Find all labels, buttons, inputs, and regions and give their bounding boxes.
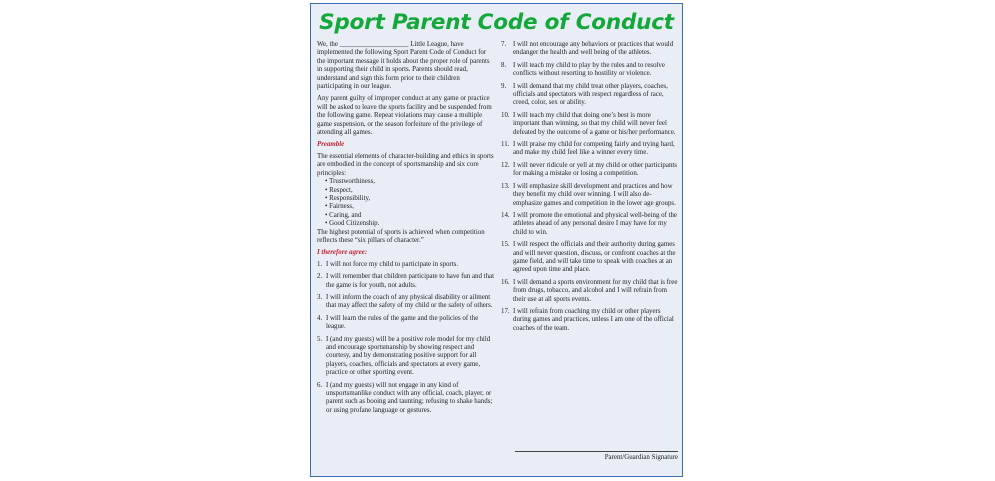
pillars-text: The highest potential of sports is achieved when competition reflects these “six pillars of character.” <box>317 228 485 244</box>
agreement-list-left <box>317 261 495 416</box>
agreement-item: 7. I will not encourage any behaviors or practices that would endanger the health and well being of the athletes. <box>501 41 674 57</box>
agreement-item: 6. I (and my guests) will not engage in any kind of unsportsmanlike conduct with any official, coach, player, or parent such as booing and taunting; refusing to shake hands; or using profane language or gestures. <box>317 381 493 414</box>
intro-paragraph: We, the ____________________ Little League, have implemented the following Sport Parent Code of Conduct for the important message it holds about the proper role of parents in supporting their child in sports. Parents should read, understand and sign this form prior to their children participating in our league. <box>317 41 490 91</box>
preamble-heading: Preamble <box>317 141 345 149</box>
principle-item: • Good Citizenship. <box>325 220 495 228</box>
penalty-paragraph: Any parent guilty of improper conduct at any game or practice will be asked to leave the sports facility and be suspended from the following game. Repeat violations may cause a multiple game suspension, or the season forfeiture of the privilege of attending all games. <box>317 95 492 137</box>
agreement-item: 3. I will inform the coach of any physical disability or ailment that may affect the safety of my child or the safety of others. <box>317 293 493 310</box>
right-column <box>501 41 678 337</box>
agreement-item: 10. I will teach my child that doing one’s best is more important than winning, so that my child will never feel defeated by the outcome of a game or his/her performance. <box>501 111 676 136</box>
agree-heading: I therefore agree: <box>317 249 368 257</box>
agreement-item: 5. I (and my guests) will be a positive role model for my child and encourage sportsmanship by showing respect and courtesy, and by demonstrating positive support for all players, coaches, officials and spectators at every game, practice or other sporting event. <box>317 335 491 377</box>
agreement-item: 9. I will demand that my child treat other players, coaches, officials and spectators with respect regardless of race, creed, color, sex or ability. <box>501 82 668 107</box>
preamble-text: The essential elements of character-building and ethics in sports are embodied in the concept of sportsmanship and six core principles: <box>317 152 494 177</box>
agreement-item: 14. I will promote the emotional and physical well-being of the athletes ahead of any personal desire I may have for my child to win. <box>501 211 677 236</box>
document-title: Sport Parent Code of Conduct <box>319 10 674 35</box>
code-of-conduct-document <box>310 3 683 477</box>
principles-list <box>325 178 495 228</box>
principle-item: • Respect, <box>325 187 495 195</box>
signature-label: Parent/Guardian Signature <box>604 454 678 461</box>
agreement-list-right <box>501 41 678 333</box>
left-column <box>317 41 495 419</box>
agreement-item: 4. I will learn the rules of the game and the policies of the league. <box>317 314 479 331</box>
agreement-item: 11. I will praise my child for competing fairly and trying hard, and make my child feel like a winner every time. <box>501 141 675 157</box>
agreement-item: 1. I will not force my child to participate in sports. <box>317 260 459 268</box>
signature-line <box>515 451 678 461</box>
agreement-item: 15. I will respect the officials and their authority during games and will never question, discuss, or confront coaches at the game field, and will take time to speak with coaches at an agreed upon time and place. <box>501 241 676 274</box>
agreement-item: 8. I will teach my child to play by the rules and to resolve conflicts without resorting to hostility or violence. <box>501 61 665 78</box>
agreement-item: 12. I will never ridicule or yell at my child or other participants for making a mistake or losing a competition. <box>501 161 677 178</box>
principle-item: • Responsibility, <box>325 195 495 203</box>
principle-item: • Trustworthiness, <box>325 178 495 186</box>
agreement-item: 13. I will emphasize skill development and practices and how they benefit my child over winning. I will also de-emphasize games and competition in the lower age groups. <box>501 182 676 207</box>
agreement-item: 17. I will refrain from coaching my child or other players during games and practices, unless I am one of the official coaches of the team. <box>501 307 674 332</box>
principle-item: • Caring, and <box>325 212 495 220</box>
principle-item: • Fairness, <box>325 203 495 211</box>
agreement-item: 2. I will remember that children participate to have fun and that the game is for youth, not adults. <box>317 273 494 289</box>
agreement-item: 16. I will demand a sports environment for my child that is free from drugs, tobacco, and alcohol and I will refrain from their use at all sports events. <box>501 278 678 303</box>
